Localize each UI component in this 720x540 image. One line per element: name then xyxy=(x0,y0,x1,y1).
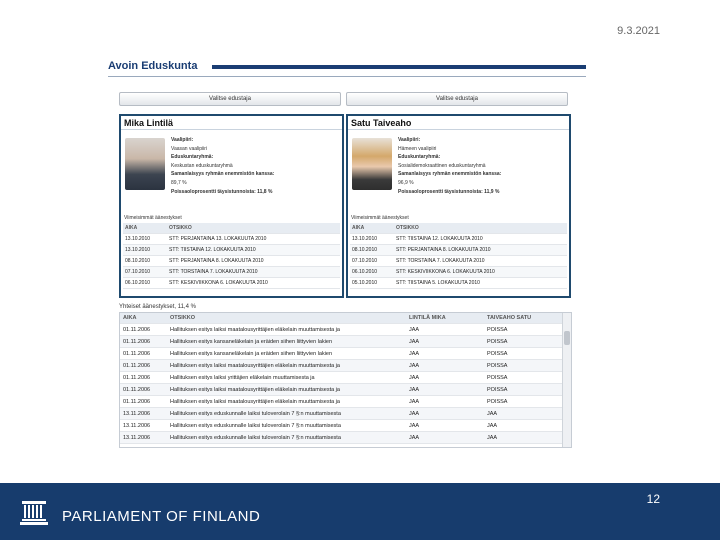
info-value: Sosialidemokraattinen eduskuntaryhmä xyxy=(398,162,486,169)
vote-subject: Hallituksen esitys eduskunnalle laiksi tuloverolain 7 §:n muuttamisesta xyxy=(170,411,341,417)
vote-date: 13.10.2010 xyxy=(352,236,378,242)
info-value: 96,9 % xyxy=(398,179,414,186)
vote-subject: Hallituksen esitys laiksi maatalousyrittäjien eläkelain muuttamisesta ja xyxy=(170,387,340,393)
table-header xyxy=(123,223,340,234)
info-value: 89,7 % xyxy=(171,179,187,186)
table-row[interactable] xyxy=(123,278,340,289)
table-row[interactable] xyxy=(120,408,571,420)
mp1-vote: JAA xyxy=(409,351,420,357)
info-label: Samanlaisyys ryhmän enemmistön kanssa: xyxy=(398,171,502,178)
recent-votes-table xyxy=(123,223,340,289)
vote-date: 01.11.2006 xyxy=(123,351,151,357)
vote-date: 01.11.2006 xyxy=(123,363,151,369)
footer-brand-text: PARLIAMENT OF FINLAND xyxy=(62,508,261,525)
mp1-vote: JAA xyxy=(409,423,420,429)
recent-votes-title: Viimeisimmät äänestykset xyxy=(351,215,409,221)
mp2-vote: POISSA xyxy=(487,363,508,369)
vote-date: 01.11.2006 xyxy=(123,375,151,381)
vote-subject: Hallituksen esitys kansaneläkelain ja eräiden siihen liittyvien lakien xyxy=(170,339,333,345)
table-header xyxy=(350,223,567,234)
recent-votes-table xyxy=(350,223,567,289)
vote-date: 08.10.2010 xyxy=(352,247,378,253)
mp2-vote: POISSA xyxy=(487,387,508,393)
table-row[interactable] xyxy=(120,396,571,408)
mp2-vote: JAA xyxy=(487,411,498,417)
vote-title: STT: PERJANTAINA 8. LOKAKUUTA 2010 xyxy=(396,247,491,253)
mp-info xyxy=(398,136,567,196)
mp-photo xyxy=(352,138,392,190)
table-row[interactable] xyxy=(120,336,571,348)
parliament-building-icon xyxy=(18,497,50,527)
vote-title: STT: TIISTAINA 5. LOKAKUUTA 2010 xyxy=(396,280,480,286)
table-row[interactable] xyxy=(350,278,567,289)
table-row[interactable] xyxy=(120,348,571,360)
mp1-vote: JAA xyxy=(409,387,420,393)
mp2-vote: POISSA xyxy=(487,399,508,405)
vote-date: 13.11.2006 xyxy=(123,423,151,429)
vote-date: 13.11.2006 xyxy=(123,435,151,441)
table-row[interactable] xyxy=(123,245,340,256)
table-row[interactable] xyxy=(350,267,567,278)
header-date[interactable]: AIKA xyxy=(123,315,137,321)
shared-votes-title: Yhteiset äänestykset, 11,4 % xyxy=(119,304,196,310)
mp1-vote: JAA xyxy=(409,435,420,441)
vote-date: 07.10.2010 xyxy=(125,269,151,275)
shared-votes-table xyxy=(119,312,572,448)
vote-title: STT: PERJANTAINA 13. LOKAKUUTA 2010 xyxy=(169,236,267,242)
vote-date: 01.11.2006 xyxy=(123,387,151,393)
header-title[interactable]: OTSIKKO xyxy=(396,225,419,231)
vote-date: 01.11.2006 xyxy=(123,339,151,345)
info-value: Keskustan eduskuntaryhmä xyxy=(171,162,233,169)
app-header xyxy=(108,60,586,74)
mp-info xyxy=(171,136,340,196)
table-row[interactable] xyxy=(123,234,340,245)
header-mp1-vote[interactable]: LINTILÄ MIKA xyxy=(409,315,446,321)
mp2-vote: JAA xyxy=(487,423,498,429)
header-divider xyxy=(108,76,586,77)
vote-date: 07.10.2010 xyxy=(352,258,378,264)
mp-selectors xyxy=(119,92,572,106)
table-row[interactable] xyxy=(120,420,571,432)
mp-panel-left xyxy=(119,114,344,298)
vote-date: 01.11.2006 xyxy=(123,399,151,405)
info-label: Vaalipiiri: xyxy=(171,137,194,143)
table-row[interactable] xyxy=(120,432,571,444)
select-mp-left-button[interactable]: Valitse edustaja xyxy=(119,92,341,106)
table-row[interactable] xyxy=(350,245,567,256)
table-row[interactable] xyxy=(120,384,571,396)
info-value: Hämeen vaalipiiri xyxy=(398,145,437,152)
table-row[interactable] xyxy=(350,234,567,245)
vote-subject: Hallituksen esitys eduskunnalle laiksi tuloverolain 7 §:n muuttamisesta xyxy=(170,435,341,441)
vote-date: 13.11.2006 xyxy=(123,411,151,417)
vote-title: STT: PERJANTAINA 8. LOKAKUUTA 2010 xyxy=(169,258,264,264)
slide-date: 9.3.2021 xyxy=(617,25,660,37)
mp1-vote: JAA xyxy=(409,399,420,405)
mp1-vote: JAA xyxy=(409,411,420,417)
mp1-vote: JAA xyxy=(409,327,420,333)
mp2-vote: POISSA xyxy=(487,327,508,333)
vote-title: STT: TORSTAINA 7. LOKAKUUTA 2010 xyxy=(169,269,258,275)
table-row[interactable] xyxy=(123,256,340,267)
vote-date: 08.10.2010 xyxy=(125,258,151,264)
info-label: Poissaoloprosentti täysistunnoista: 11,9 % xyxy=(398,188,500,195)
vote-title: STT: TIISTAINA 12. LOKAKUUTA 2010 xyxy=(169,247,256,253)
recent-votes-title: Viimeisimmät äänestykset xyxy=(124,215,182,221)
table-header xyxy=(120,313,571,324)
mp1-vote: JAA xyxy=(409,339,420,345)
mp2-vote: POISSA xyxy=(487,375,508,381)
table-row[interactable] xyxy=(120,372,571,384)
page-number: 12 xyxy=(646,492,660,506)
mp1-vote: JAA xyxy=(409,363,420,369)
mp-name: Satu Taiveaho xyxy=(348,116,569,130)
mp-panel-right xyxy=(346,114,571,298)
vote-date: 06.10.2010 xyxy=(352,269,378,275)
header-title[interactable]: OTSIKKO xyxy=(169,225,192,231)
vote-title: STT: TIISTAINA 12. LOKAKUUTA 2010 xyxy=(396,236,483,242)
header-rule xyxy=(212,65,586,69)
info-value: Vaasan vaalipiiri xyxy=(171,145,208,152)
header-mp2-vote[interactable]: TAIVEAHO SATU xyxy=(487,315,532,321)
vote-date: 05.10.2010 xyxy=(352,280,378,286)
mp2-vote: POISSA xyxy=(487,339,508,345)
vote-date: 06.10.2010 xyxy=(125,280,151,286)
table-row[interactable] xyxy=(123,267,340,278)
vote-title: STT: KESKIVIIKKONA 6. LOKAKUUTA 2010 xyxy=(396,269,495,275)
header-subject[interactable]: OTSIKKO xyxy=(170,315,196,321)
info-label: Eduskuntaryhmä: xyxy=(398,154,441,161)
app-title: Avoin Eduskunta xyxy=(108,60,198,72)
vote-subject: Hallituksen esitys kansaneläkelain ja eräiden siihen liittyvien lakien xyxy=(170,351,333,357)
header-date[interactable]: AIKA xyxy=(125,225,138,231)
info-label: Eduskuntaryhmä: xyxy=(171,154,214,161)
mp-name: Mika Lintilä xyxy=(121,116,342,130)
mp-photo xyxy=(125,138,165,190)
vertical-scrollbar[interactable] xyxy=(562,313,571,447)
vote-date: 13.10.2010 xyxy=(125,247,151,253)
vote-title: STT: KESKIVIIKKONA 6. LOKAKUUTA 2010 xyxy=(169,280,268,286)
vote-title: STT: TORSTAINA 7. LOKAKUUTA 2010 xyxy=(396,258,485,264)
header-date[interactable]: AIKA xyxy=(352,225,365,231)
mp1-vote: JAA xyxy=(409,375,420,381)
vote-date: 01.11.2006 xyxy=(123,327,151,333)
table-row[interactable] xyxy=(120,360,571,372)
scrollbar-thumb[interactable] xyxy=(564,331,570,345)
vote-subject: Hallituksen esitys laiksi yrittäjien eläkelain muuttamisesta ja xyxy=(170,375,315,381)
table-row[interactable] xyxy=(120,324,571,336)
info-label: Poissaoloprosentti täysistunnoista: 11,8 % xyxy=(171,188,273,195)
vote-subject: Hallituksen esitys eduskunnalle laiksi tuloverolain 7 §:n muuttamisesta xyxy=(170,423,341,429)
vote-date: 13.10.2010 xyxy=(125,236,151,242)
mp2-vote: JAA xyxy=(487,435,498,441)
mp2-vote: POISSA xyxy=(487,351,508,357)
select-mp-right-button[interactable]: Valitse edustaja xyxy=(346,92,568,106)
info-label: Samanlaisyys ryhmän enemmistön kanssa: xyxy=(171,171,275,178)
vote-subject: Hallituksen esitys laiksi maatalousyrittäjien eläkelain muuttamisesta ja xyxy=(170,327,340,333)
vote-subject: Hallituksen esitys laiksi maatalousyrittäjien eläkelain muuttamisesta ja xyxy=(170,363,340,369)
table-row[interactable] xyxy=(350,256,567,267)
vote-subject: Hallituksen esitys laiksi maatalousyrittäjien eläkelain muuttamisesta ja xyxy=(170,399,340,405)
shared-rows xyxy=(120,324,571,444)
info-label: Vaalipiiri: xyxy=(398,137,421,143)
